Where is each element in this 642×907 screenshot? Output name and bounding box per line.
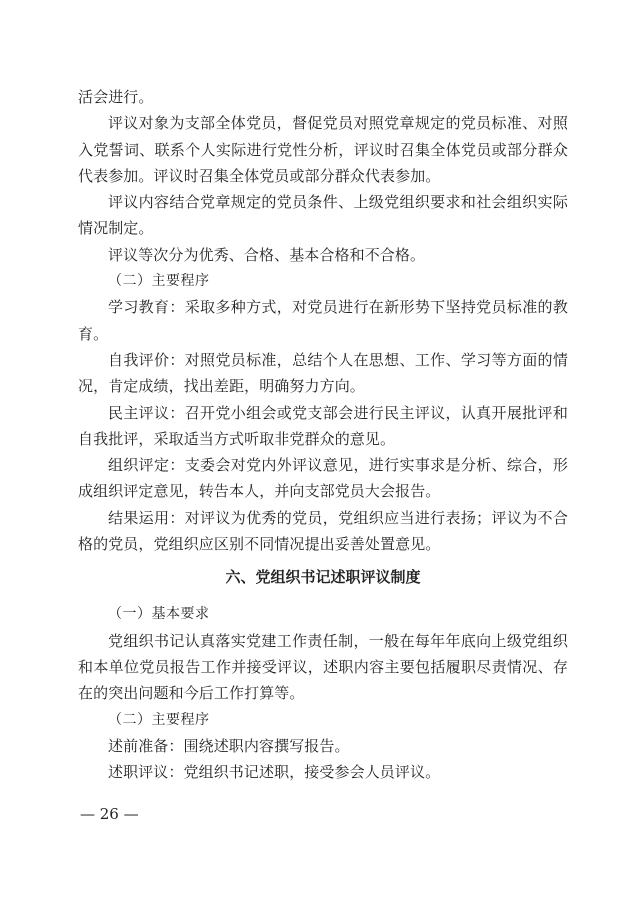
paragraph-evaluation-content: 评议内容结合党章规定的党员条件、上级党组织要求和社会组织实际情况制定。	[78, 193, 568, 238]
page-number: — 26 —	[80, 805, 139, 823]
paragraph-evaluation-target: 评议对象为支部全体党员，督促党员对照党章规定的党员标准、对照入党誓词、联系个人实际进行党性分析，评议时召集全体党员或部分群众代表参加。评议时召集全体党员或部分群众代表参加。	[78, 114, 568, 185]
paragraph-evaluation-grades: 评议等次分为优秀、合格、基本合格和不合格。	[108, 245, 426, 264]
subheading-basic-requirements: （一）基本要求	[108, 606, 210, 623]
subheading-main-procedure-2: （二）主要程序	[108, 711, 210, 728]
paragraph-self-evaluation: 自我评价：对照党员标准，总结个人在思想、工作、学习等方面的情况，肯定成绩，找出差距，明确努力方向。	[78, 350, 568, 396]
paragraph-democratic-review: 民主评议：召开党小组会或党支部会进行民主评议，认真开展批评和自我批评，采取适当方式听取非党群众的意见。	[78, 403, 568, 448]
paragraph-result-application: 结果运用：对评议为优秀的党员，党组织应当进行表扬；评议为不合格的党员，党组织应区别不同情况提出妥善处置意见。	[78, 508, 568, 554]
paragraph-study-education: 学习教育：采取多种方式，对党员进行在新形势下坚持党员标准的教育。	[78, 298, 568, 343]
paragraph-organizational-assessment: 组织评定：支委会对党内外评议意见，进行实事求是分析、综合，形成组织评定意见，转告本人，并向支部党员大会报告。	[78, 456, 568, 501]
paragraph-continuation: 活会进行。	[78, 88, 154, 106]
document-body	[78, 84, 568, 785]
subheading-main-procedure: （二）主要程序	[108, 273, 210, 290]
section-title: 六、党组织书记述职评议制度	[225, 568, 421, 587]
paragraph-basic-requirements: 党组织书记认真落实党建工作责任制，一般在每年年底向上级党组织和本单位党员报告工作并接受评议，述职内容主要包括履职尽责情况、存在的突出问题和今后工作打算等。	[78, 631, 568, 703]
paragraph-preparation: 述前准备：围绕述职内容撰写报告。	[108, 736, 350, 755]
paragraph-report-review: 述职评议：党组织书记述职，接受参会人员评议。	[108, 763, 441, 782]
